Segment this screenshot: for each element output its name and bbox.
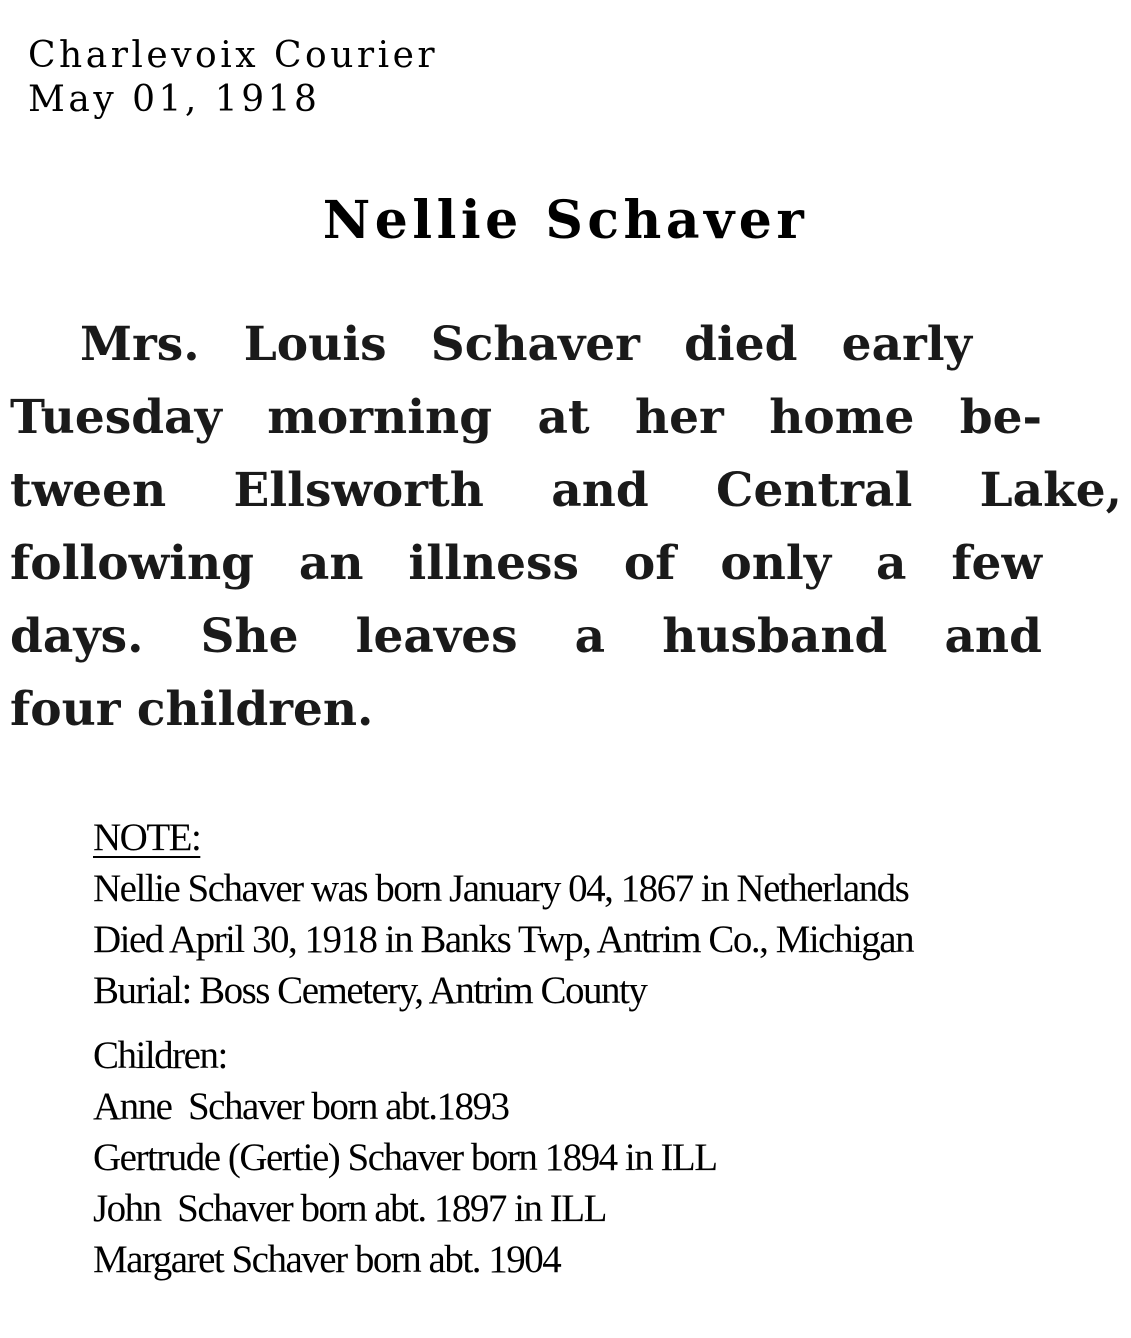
clipping-word: Louis [243,317,387,372]
clipping-word: only [720,536,832,591]
clipping-word: She [200,609,299,664]
clipping-word: home [769,390,915,445]
clipping-word: Mrs. [80,317,200,372]
genealogy-notes [93,812,913,1285]
children-heading: Children: [93,1034,227,1077]
clipping-word: a [875,536,907,591]
clipping-line [10,454,1122,527]
publication-date: May 01, 1918 [28,79,321,120]
note-heading: NOTE: [93,816,201,859]
clipping-line [10,600,1122,673]
child-entry: Margaret Schaver born abt. 1904 [93,1238,561,1281]
clipping-word: early [841,317,972,372]
clipping-word: leaves [355,609,518,664]
clipping-word: of [623,536,676,591]
clipping-word: following [10,536,254,591]
clipping-word: at [537,390,590,445]
clipping-word: four children. [10,682,374,737]
clipping-word: Lake, [979,463,1122,518]
clipping-line [10,381,1122,454]
child-entry: Gertrude (Gertie) Schaver born 1894 in ILL [93,1136,717,1179]
clipping-word: and [551,463,649,518]
clipping-line [10,673,1122,746]
clipping-line [10,308,1122,381]
clipping-word: days. [10,609,144,664]
newspaper-name: Charlevoix Courier [28,35,439,76]
clipping-word: a [574,609,606,664]
section-spacer [93,1016,913,1030]
clipping-line [10,527,1122,600]
clipping-word: Ellsworth [233,463,484,518]
clipping-word: her [634,390,724,445]
clipping-word: and [944,609,1042,664]
clipping-word: morning [267,390,493,445]
birth-note: Nellie Schaver was born January 04, 1867 in Netherlands [93,867,909,910]
death-note: Died April 30, 1918 in Banks Twp, Antrim Co., Michigan [93,918,914,961]
newspaper-masthead [28,34,438,122]
clipping-word: husband [662,609,888,664]
obituary-headline: Nellie Schaver [322,190,809,251]
newspaper-clipping [10,308,1122,746]
clipping-word: tween [10,463,167,518]
clipping-word: an [298,536,364,591]
child-entry: John Schaver born abt. 1897 in ILL [93,1187,606,1230]
clipping-word: illness [408,536,579,591]
clipping-word: died [684,317,798,372]
child-entry: Anne Schaver born abt.1893 [93,1085,509,1128]
clipping-word: be- [959,390,1042,445]
burial-note: Burial: Boss Cemetery, Antrim County [93,969,647,1012]
clipping-word: Central [716,463,913,518]
clipping-word: few [951,536,1042,591]
clipping-word: Schaver [430,317,640,372]
clipping-word: Tuesday [10,390,222,445]
